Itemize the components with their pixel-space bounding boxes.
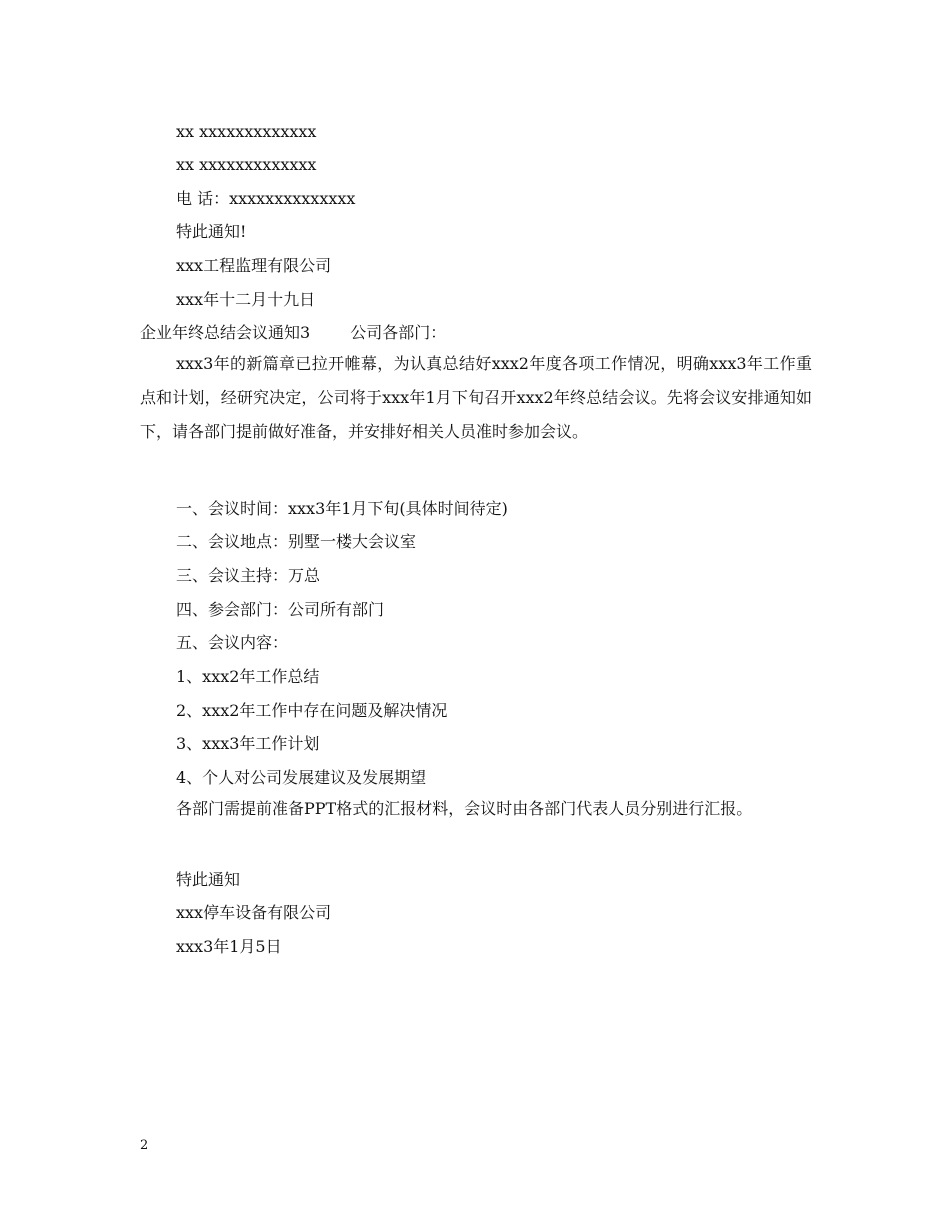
list-item: 一、会议时间：xxx3年1月下旬(具体时间待定) (176, 499, 508, 518)
company-name-2: xxx停车设备有限公司 (176, 903, 332, 922)
list-item: 四、参会部门：公司所有部门 (176, 600, 385, 619)
notice-closing: 特此通知! (176, 222, 247, 241)
issue-date: xxx年十二月十九日 (176, 290, 316, 309)
list-item: 2、xxx2年工作中存在问题及解决情况 (176, 701, 448, 720)
list-item: 1、xxx2年工作总结 (176, 667, 320, 686)
list-item: 三、会议主持：万总 (176, 566, 321, 585)
contact-line-1: xx xxxxxxxxxxxxx (176, 122, 317, 141)
closing-paragraph: 各部门需提前准备PPT格式的汇报材料，会议时由各部门代表人员分别进行汇报。 (176, 799, 753, 818)
list-item: 二、会议地点：别墅一楼大会议室 (176, 532, 417, 551)
intro-paragraph: xxx3年的新篇章已拉开帷幕，为认真总结好xxx2年度各项工作情况，明确xxx3年工作重点和计划，经研究决定，公司将于xxx年1月下旬召开xxx2年终总结会议。先将会议安排通知如下，请各部门提前做好准备，并安排好相关人员准时参加会议。 (140, 354, 812, 441)
list-item: 五、会议内容： (176, 633, 289, 652)
notice-closing-2: 特此通知 (176, 870, 241, 889)
salutation: 公司各部门： (350, 323, 447, 342)
section-heading (140, 323, 812, 343)
phone-line: 电 话：xxxxxxxxxxxxxx (176, 189, 356, 208)
list-item: 4、个人对公司发展建议及发展期望 (176, 768, 427, 787)
contact-line-2: xx xxxxxxxxxxxxx (176, 155, 317, 174)
company-name: xxx工程监理有限公司 (176, 256, 332, 275)
issue-date-2: xxx3年1月5日 (176, 937, 282, 956)
notice-title: 企业年终总结会议通知3 (140, 323, 311, 342)
page-number: 2 (140, 1138, 149, 1153)
list-item: 3、xxx3年工作计划 (176, 734, 320, 753)
